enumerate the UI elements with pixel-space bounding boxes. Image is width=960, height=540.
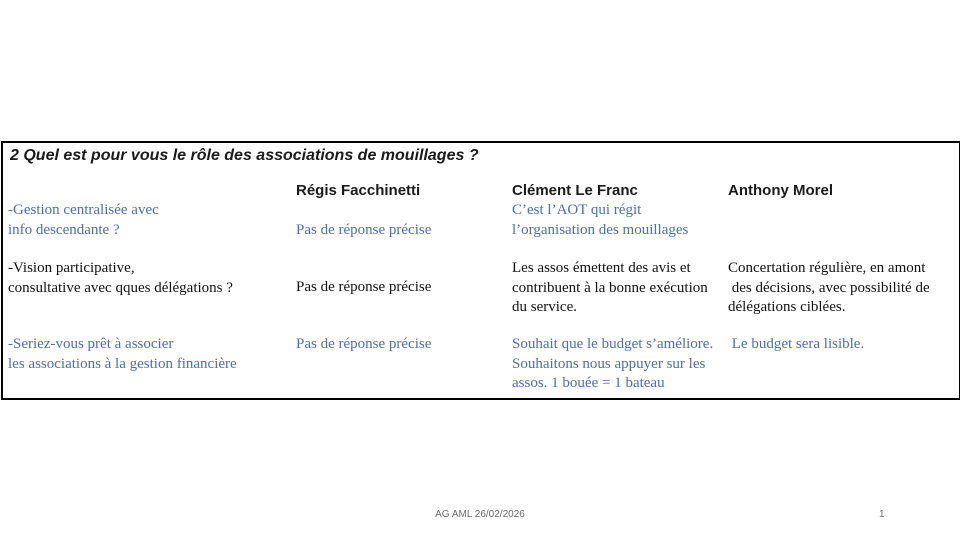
slide-footer: AG AML 26/02/2026 <box>435 509 525 520</box>
row1-regis: Pas de réponse précise <box>296 222 432 238</box>
question-title: 2 Quel est pour vous le rôle des associations de mouillages ? <box>10 147 479 164</box>
row1-topic: -Gestion centralisée avec info descendante ? <box>8 202 159 238</box>
row3-regis: Pas de réponse précise <box>296 336 432 352</box>
page-number: 1 <box>879 509 885 520</box>
row2-regis: Pas de réponse précise <box>296 279 432 295</box>
row2-anthony: Concertation régulière, en amont des décisions, avec possibilité de délégations ciblées. <box>728 260 930 315</box>
row3-topic: -Seriez-vous prêt à associer les associations à la gestion financière <box>8 336 237 372</box>
header-regis: Régis Facchinetti <box>296 182 421 199</box>
question-table-box <box>1 141 960 400</box>
header-clement: Clément Le Franc <box>512 182 638 199</box>
row3-anthony: Le budget sera lisible. <box>728 336 865 352</box>
row2-topic: -Vision participative, consultative avec qques délégations ? <box>8 260 233 296</box>
row3-clement: Souhait que le budget s’améliore. Souhaitons nous appuyer sur les assos. 1 bouée = 1 bateau <box>512 336 714 391</box>
row1-clement: C’est l’AOT qui régit l’organisation des mouillages <box>512 202 689 238</box>
header-anthony: Anthony Morel <box>728 182 833 199</box>
row2-clement: Les assos émettent des avis et contribuent à la bonne exécution du service. <box>512 260 708 315</box>
